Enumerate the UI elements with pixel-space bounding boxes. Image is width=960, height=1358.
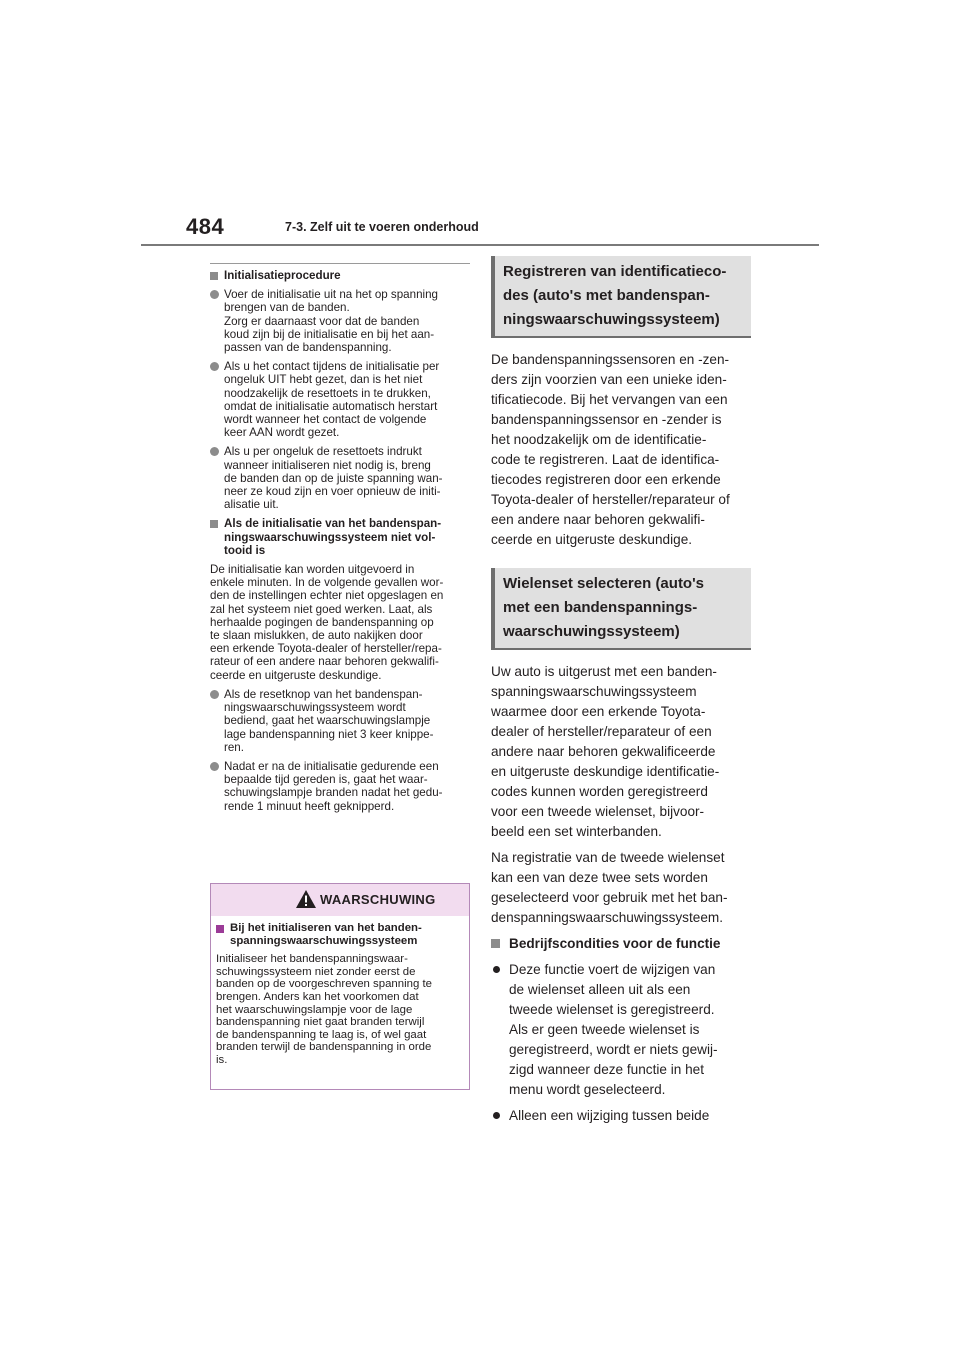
- text-line: geselecteerd voor gebruik met het ban-: [491, 890, 728, 905]
- circle-bullet-icon: [210, 447, 219, 456]
- text-line: te slaan mislukken, de auto nakijken door: [210, 629, 423, 643]
- text-line: voor een tweede wielenset, bijvoor-: [491, 804, 705, 819]
- text-line: Wielenset selecteren (auto's: [503, 575, 705, 592]
- paragraph: [491, 350, 751, 550]
- left-column: [210, 263, 470, 819]
- circle-bullet-icon: [210, 762, 219, 771]
- text-line: ceerde en uitgeruste deskundige.: [491, 532, 693, 547]
- circle-bullet-icon: [210, 690, 219, 699]
- list-item: [210, 288, 470, 354]
- text-line: bediend, gaat het waarschuwingslampje: [224, 714, 431, 728]
- text-line: De bandenspanningssensoren en -zen-: [491, 352, 730, 367]
- text-line: tooid is: [224, 543, 266, 557]
- text-line: ders zijn voorzien van een unieke iden-: [491, 372, 727, 387]
- text-line: tificatiecode. Bij het vervangen van een: [491, 392, 728, 407]
- text-line: keer AAN wordt gezet.: [224, 426, 340, 440]
- circle-bullet-icon: [493, 1112, 500, 1119]
- text-line: Deze functie voert de wijzigen van: [509, 962, 716, 977]
- list-item: [210, 760, 470, 813]
- section-title: 7-3. Zelf uit te voeren onderhoud: [285, 220, 479, 234]
- text-line: codes kunnen worden geregistreerd: [491, 784, 708, 799]
- heading-initialisatieprocedure: Initialisatieprocedure: [210, 269, 470, 282]
- text-line: rateur of een andere naar behoren gekwalifi-: [210, 655, 439, 669]
- warning-triangle-icon: [295, 889, 317, 909]
- text-line: Als de initialisatie van het bandenspan-: [224, 517, 442, 531]
- warning-subheading: [216, 922, 464, 947]
- text-line: ningswaarschuwingssysteem wordt: [224, 701, 406, 715]
- text-line: Zorg er daarnaast voor dat de banden: [224, 314, 420, 328]
- text-line: een erkende Toyota-dealer of hersteller/repa-: [210, 642, 442, 656]
- text-line: Toyota-dealer of hersteller/reparateur of: [491, 492, 730, 507]
- text-line: spanningswaarschuwingssysteem: [230, 934, 418, 947]
- circle-bullet-icon: [493, 966, 500, 973]
- text-line: andere naar behoren gekwalificeerde: [491, 744, 716, 759]
- text-line: en uitgeruste deskundige identificatie-: [491, 764, 720, 779]
- text-line: het waarschuwingslampje voor de lage: [216, 1003, 413, 1016]
- text-line: neer ze koud zijn en voer opnieuw de initi-: [224, 485, 441, 499]
- text-line: tweede wielenset is geregistreerd.: [509, 1002, 715, 1017]
- text-line: lage bandenspanning niet 3 keer knippe-: [224, 727, 434, 741]
- text-line: zal het systeem niet goed werken. Laat, als: [210, 602, 433, 616]
- text-line: Als er geen tweede wielenset is: [509, 1022, 700, 1037]
- heading-wielenset-selecteren: [491, 568, 751, 650]
- text-line: Voer de initialisatie uit na het op spanning: [224, 288, 438, 302]
- text-line: de wielenset alleen uit als een: [509, 982, 691, 997]
- square-bullet-icon: [491, 939, 500, 948]
- circle-bullet-icon: [210, 362, 219, 371]
- square-bullet-icon: [210, 272, 218, 280]
- text-line: des (auto's met bandenspan-: [503, 287, 710, 304]
- list-item: [491, 960, 751, 1100]
- text-line: den de instellingen echter niet opgeslagen en: [210, 589, 444, 603]
- text-line: noodzakelijk de resettoets in te drukken,: [224, 386, 431, 400]
- warning-body: [211, 916, 469, 1067]
- text-line: menu wordt geselecteerd.: [509, 1082, 666, 1097]
- page-number: 484: [186, 214, 225, 239]
- page-header: [186, 212, 826, 248]
- text-line: Registreren van identificatieco-: [503, 263, 727, 280]
- text-line: ren.: [224, 740, 244, 754]
- paragraph: [210, 563, 470, 682]
- text-line: herhaalde pogingen de bandenspanning op: [210, 615, 434, 629]
- text-line: wanneer initialiseren niet nodig is, breng: [224, 458, 431, 472]
- list-item: [210, 445, 470, 511]
- warning-text: [216, 953, 464, 1066]
- text-line: ningswaarschuwingssysteem niet vol-: [224, 530, 436, 544]
- text-line: schuwingslampje branden nadat het gedu-: [224, 786, 443, 800]
- warning-box: [210, 883, 470, 1090]
- list-item: [210, 688, 470, 754]
- text-line: banden op de voorgeschreven spanning te: [216, 978, 432, 991]
- text-line: brengen. Anders kan het voorkomen dat: [216, 990, 419, 1003]
- text-line: Bij het initialiseren van het banden-: [230, 922, 422, 934]
- text-line: met een bandenspannings-: [503, 599, 698, 616]
- text-line: zigd wanneer deze functie in het: [509, 1062, 704, 1077]
- text-line: Na registratie van de tweede wielenset: [491, 850, 725, 865]
- text-line: ceerde en uitgeruste deskundige.: [210, 668, 382, 682]
- paragraph: [491, 848, 751, 928]
- text-line: koud zijn bij de initialisatie en bij het aan-: [224, 327, 435, 341]
- paragraph: [491, 662, 751, 842]
- circle-bullet-icon: [210, 290, 219, 299]
- text-line: denspanningswaarschuwingssysteem.: [491, 910, 723, 925]
- text-line: de bandenspanning te laag is, of wel gaat: [216, 1028, 427, 1041]
- warning-header: [211, 884, 469, 916]
- text-line: Initialiseer het bandenspanningswaar-: [216, 953, 408, 966]
- text-line: Alleen een wijziging tussen beide: [509, 1108, 710, 1123]
- heading-bar: [491, 256, 495, 336]
- text-line: bepaalde tijd gereden is, gaat het waar-: [224, 773, 428, 787]
- heading-initialisatie-niet-voltooid: [210, 517, 470, 557]
- list-item: [491, 1106, 751, 1126]
- text-line: Als u per ongeluk de resettoets indrukt: [224, 445, 422, 459]
- text-line: geregistreerd, wordt er niets gewij-: [509, 1042, 718, 1057]
- heading-bedrijfscondities: Bedrijfscondities voor de functie: [491, 934, 751, 954]
- text-line: een andere naar behoren gekwalifi-: [491, 512, 705, 527]
- text-line: kan een van deze twee sets worden: [491, 870, 708, 885]
- text-line: enkele minuten. In de volgende gevallen wor-: [210, 576, 444, 590]
- text-line: brengen van de banden.: [224, 301, 350, 315]
- text-line: rende 1 minuut heeft geknipperd.: [224, 799, 395, 813]
- text-line: ongeluk UIT hebt gezet, dan is het niet: [224, 373, 423, 387]
- text-line: code te registreren. Laat de identifica-: [491, 452, 720, 467]
- text-line: Nadat er na de initialisatie gedurende een: [224, 759, 439, 773]
- text-line: branden terwijl de bandenspanning in orde: [216, 1041, 432, 1054]
- text-line: Uw auto is uitgerust met een banden-: [491, 664, 717, 679]
- text-line: beeld een set winterbanden.: [491, 824, 662, 839]
- text-line: waarschuwingssysteem): [503, 623, 680, 640]
- header-rule: [141, 244, 819, 246]
- text-line: wordt wanneer het contact de volgende: [224, 413, 427, 427]
- square-bullet-icon: [210, 520, 218, 528]
- text-line: tiecodes registreren door een erkende: [491, 472, 721, 487]
- text-line: Als de resetknop van het bandenspan-: [224, 687, 423, 701]
- text-line: omdat de initialisatie automatisch herstart: [224, 399, 438, 413]
- text-line: spanningswaarschuwingssysteem: [491, 684, 697, 699]
- heading-bar: [491, 568, 495, 648]
- text-line: bandenspanning niet gaat branden terwijl: [216, 1016, 425, 1029]
- text-line: bandenspanningssensor en -zender is: [491, 412, 722, 427]
- text-line: De initialisatie kan worden uitgevoerd in: [210, 563, 415, 577]
- text-line: passen van de bandenspanning.: [224, 341, 392, 355]
- right-column: [491, 256, 751, 1132]
- text-line: schuwingssysteem niet zonder eerst de: [216, 965, 416, 978]
- list-item: [210, 360, 470, 439]
- text-line: Als u het contact tijdens de initialisatie per: [224, 360, 440, 374]
- text-line: het noodzakelijk om de identificatie-: [491, 432, 707, 447]
- text-line: de banden dan op de juiste spanning wan-: [224, 471, 443, 485]
- heading-registreren-identificatiecodes: [491, 256, 751, 338]
- text-line: alisatie uit.: [224, 498, 279, 512]
- square-bullet-icon: [216, 925, 224, 933]
- warning-title: WAARSCHUWING: [320, 892, 436, 907]
- text-line: dealer of hersteller/reparateur of een: [491, 724, 712, 739]
- text-line: waarmee door een erkende Toyota-: [491, 704, 706, 719]
- text-line: is.: [216, 1053, 228, 1066]
- text-line: ningswaarschuwingssysteem): [503, 311, 720, 328]
- section-rule: [210, 263, 470, 264]
